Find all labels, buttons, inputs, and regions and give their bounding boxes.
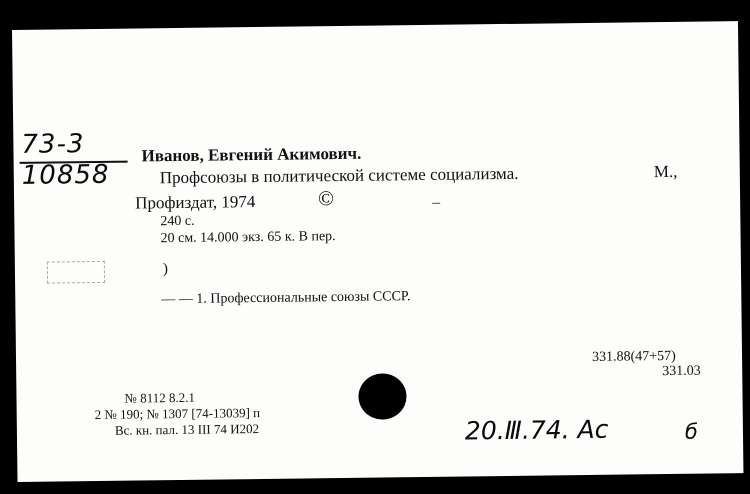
record-note-3: Вс. кн. пал. 13 III 74 И202 [114,421,260,438]
record-note-1: № 8112 8.2.1 [124,389,196,406]
ink-dash [432,203,440,204]
handwritten-date: 20.Ⅲ.74. Ас [464,414,609,446]
author-heading: Иванов, Евгений Акимович. [141,143,362,166]
publication-city: М., [653,161,678,182]
catalog-card [12,21,743,482]
publisher-year: Профиздат, 1974 [135,192,256,213]
copyright-symbol: © [317,186,335,211]
call-number-top: 73-3 [21,129,85,160]
page-count: 240 с. [160,213,195,230]
physical-description: 20 см. 14.000 экз. 65 к. В пер. [160,229,336,247]
closing-paren: ) [162,261,169,278]
classification-code-2: 331.03 [662,363,701,380]
handwritten-mark: б [684,419,699,444]
call-number-bottom: 10858 [21,159,110,191]
record-note-2: 2 № 190; № 1307 [74-13039] п [94,404,261,423]
classification-code-1: 331.88(47+57) [591,348,676,365]
punch-hole [358,373,407,420]
book-title: Профсоюзы в политической системе социализма. [159,163,519,188]
faded-stamp [47,261,105,284]
subject-heading: — — 1. Профессиональные союзы СССР. [161,289,411,308]
